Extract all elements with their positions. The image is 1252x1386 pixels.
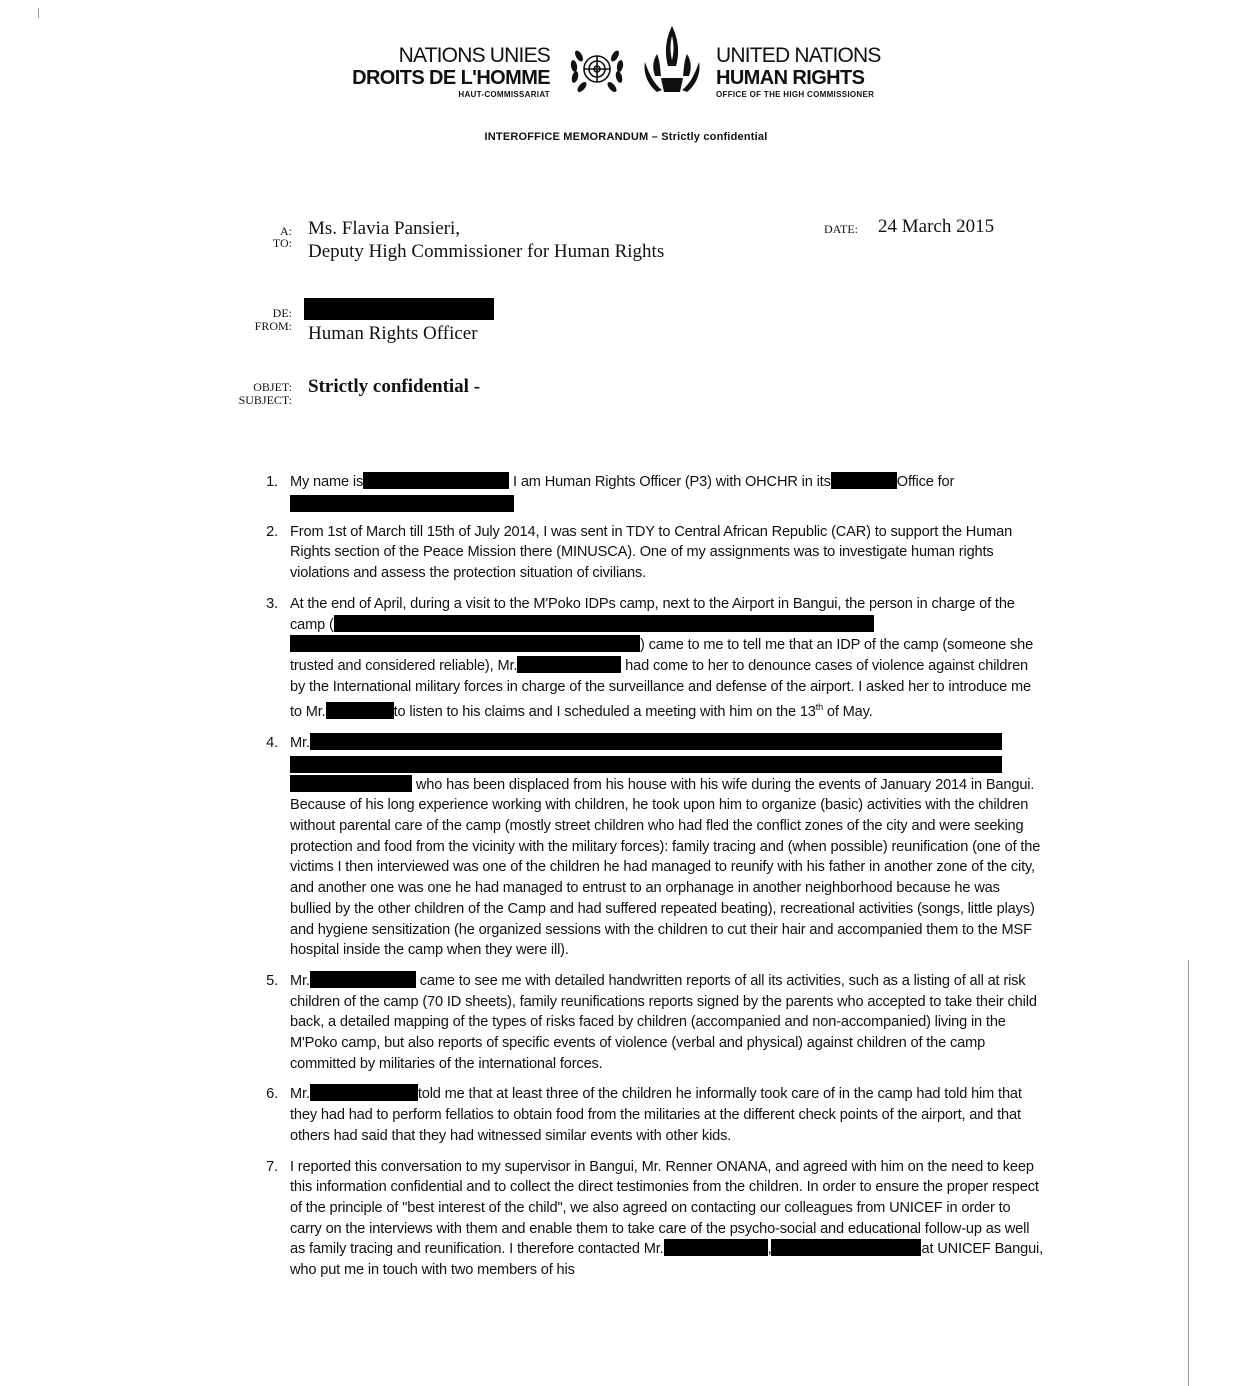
p3-sup: th	[815, 702, 823, 713]
redacted-name	[310, 1084, 418, 1101]
memo-title: INTEROFFICE MEMORANDUM – Strictly confidential	[484, 131, 768, 143]
p7-text-a: I reported this conversation to my supervisor in Bangui, Mr. Renner ONANA, and agreed with him on the need to keep this information confidential and to collect the direct testimonies from the children. In order to ensure the proper respect of the principle of "best interest of the child", we also agreed on contacting our colleagues from UNICEF in order to carry on the interviews with them and enable them to take care of the psycho-social and educational follow-up as well as family tracing and reunification. I therefore contacted Mr.	[290, 1158, 1039, 1258]
memo-body	[254, 472, 1044, 1291]
paragraph-1	[254, 472, 1044, 512]
un-emblem-icon	[565, 42, 629, 100]
paragraph-7	[254, 1157, 1044, 1281]
redacted-title	[771, 1239, 921, 1256]
redacted-camp-manager	[334, 615, 874, 632]
from-title: Human Rights Officer	[308, 323, 478, 344]
paragraph-number: 1.	[266, 474, 278, 490]
redacted-name	[664, 1239, 768, 1256]
p1-text-b: I am Human Rights Officer (P3) with OHCHR in its	[509, 474, 831, 490]
subject-value: Strictly confidential -	[308, 376, 481, 397]
redacted-office	[290, 495, 514, 512]
p3-text-a: At the end of April, during a visit to the M'Poko IDPs camp, next to the Airport in Bangui, the person in charge of the camp (	[290, 595, 1015, 633]
redacted-description	[290, 775, 412, 792]
redacted-name	[310, 971, 416, 988]
paragraph-2	[254, 522, 1044, 584]
header-en-line1: UNITED NATIONS	[716, 44, 881, 67]
redacted-camp-manager-cont	[290, 635, 640, 652]
redacted-description	[290, 756, 1002, 773]
redacted-description	[310, 733, 1002, 750]
paragraph-number: 4.	[266, 734, 278, 751]
redacted-name	[363, 472, 509, 489]
redacted-location	[831, 472, 897, 489]
paragraph-5	[254, 971, 1044, 1075]
p4-text-a: Mr.	[290, 734, 310, 751]
paragraph-3	[254, 594, 1044, 723]
paragraph-6	[254, 1084, 1044, 1146]
header-fr-line3: HAUT-COMMISSARIAT	[458, 90, 550, 99]
header-english	[716, 45, 881, 101]
to-title: Deputy High Commissioner for Human Rights	[308, 241, 665, 262]
p3-text-d: to listen to his claims and I scheduled a meeting with him on the 13	[393, 704, 816, 721]
ohchr-flame-logo-icon	[635, 22, 709, 100]
redacted-sender-name	[304, 298, 494, 320]
to-name: Ms. Flavia Pansieri,	[308, 218, 460, 239]
header-en-line3: OFFICE OF THE HIGH COMMISSIONER	[716, 90, 875, 99]
header-en-line2: HUMAN RIGHTS	[716, 67, 865, 89]
p3-text-e: of May.	[823, 704, 873, 721]
paragraph-4	[254, 733, 1044, 961]
p7-text-c: at UNICEF Bangui, who put me in touch with two members of his	[290, 1241, 1044, 1279]
paragraph-number: 6.	[266, 1086, 278, 1103]
paragraph-number: 2.	[266, 523, 278, 540]
p6-text-a: Mr.	[290, 1086, 310, 1103]
p7-text-b: ,	[767, 1241, 772, 1258]
to-label-en: TO:	[272, 236, 292, 250]
subject-label-en: SUBJECT:	[238, 393, 292, 407]
p1-text-c: Office for	[896, 474, 955, 490]
paragraph-number: 7.	[266, 1158, 278, 1175]
p1-text-a: My name is	[290, 474, 364, 490]
date-label: DATE:	[824, 222, 858, 236]
p2-text: From 1st of March till 15th of July 2014, I was sent in TDY to Central African Republic (CAR) to support the Human Rights section of the Peace Mission there (MINUSCA). One of my assignments was to investigate human rights violations and assess the protection situation of civilians.	[290, 523, 1013, 582]
p5-text-a: Mr.	[290, 972, 310, 989]
p3-text-b: ) came to me to tell me that an IDP of the camp (someone she trusted and considered reliable), Mr.	[290, 637, 1034, 674]
paragraph-number: 5.	[266, 972, 278, 989]
redacted-name	[517, 656, 621, 673]
p4-text-b: who has been displaced from his house with his wife during the events of January 2014 in Bangui. Because of his long experience working with children, he took upon him to organize (basic) activities with the children without parental care of the camp (mostly street children who had fled the conflict zones of the city and were seeking protection and food from the vicinity with the military forces): family tracing and (when possible) reunification (one of the victims I then interviewed was one of the children he had managed to reunify with his father in another zone of the city, and another one was one he had managed to entrust to an orphanage in another neighborhood because he was bullied by the other children of the Camp and had suffered repeated beating), recreational activities (songs, little plays) and hygiene sensitization (he organized sessions with the children to cut their hair and accompanied them to the MSF hospital inside the camp when they were ill).	[290, 776, 1041, 959]
to-label-fr: A:	[280, 224, 292, 238]
header-french	[352, 45, 550, 101]
p6-text-b: told me that at least three of the children he informally took care of in the camp had told him that they had had to perform fellatios to obtain food from the militaries at the different check points of the airport, and that others had said that they had witnessed similar events with other kids.	[290, 1086, 1022, 1144]
p5-text-b: came to see me with detailed handwritten reports of all its activities, such as a listing of all at risk children of the camp (70 ID sheets), family reunifications reports signed by the parents who accepted to take their child back, a detailed mapping of the types of risks faced by children (accompanied and non-accompanied) living in the M'Poko camp, but also reports of specific events of violence (verbal and physical) against children of the camp committed by militaries of the international forces.	[290, 972, 1037, 1072]
paragraph-number: 3.	[266, 595, 278, 612]
from-label-fr: DE:	[272, 306, 292, 320]
from-label-en: FROM:	[254, 319, 292, 333]
left-edge-line	[38, 8, 39, 18]
header-fr-line2: DROITS DE L'HOMME	[352, 67, 550, 89]
date-value: 24 March 2015	[878, 216, 995, 237]
p3-text-c: had come to her to denounce cases of violence against children by the International military forces in charge of the surveillance and defense of the airport. I asked her to introduce me to Mr.	[290, 657, 1031, 721]
header-fr-line1: NATIONS UNIES	[398, 44, 550, 67]
right-edge-line	[1188, 960, 1189, 1386]
redacted-name	[326, 702, 394, 719]
subject-label-fr: OBJET:	[253, 380, 292, 394]
